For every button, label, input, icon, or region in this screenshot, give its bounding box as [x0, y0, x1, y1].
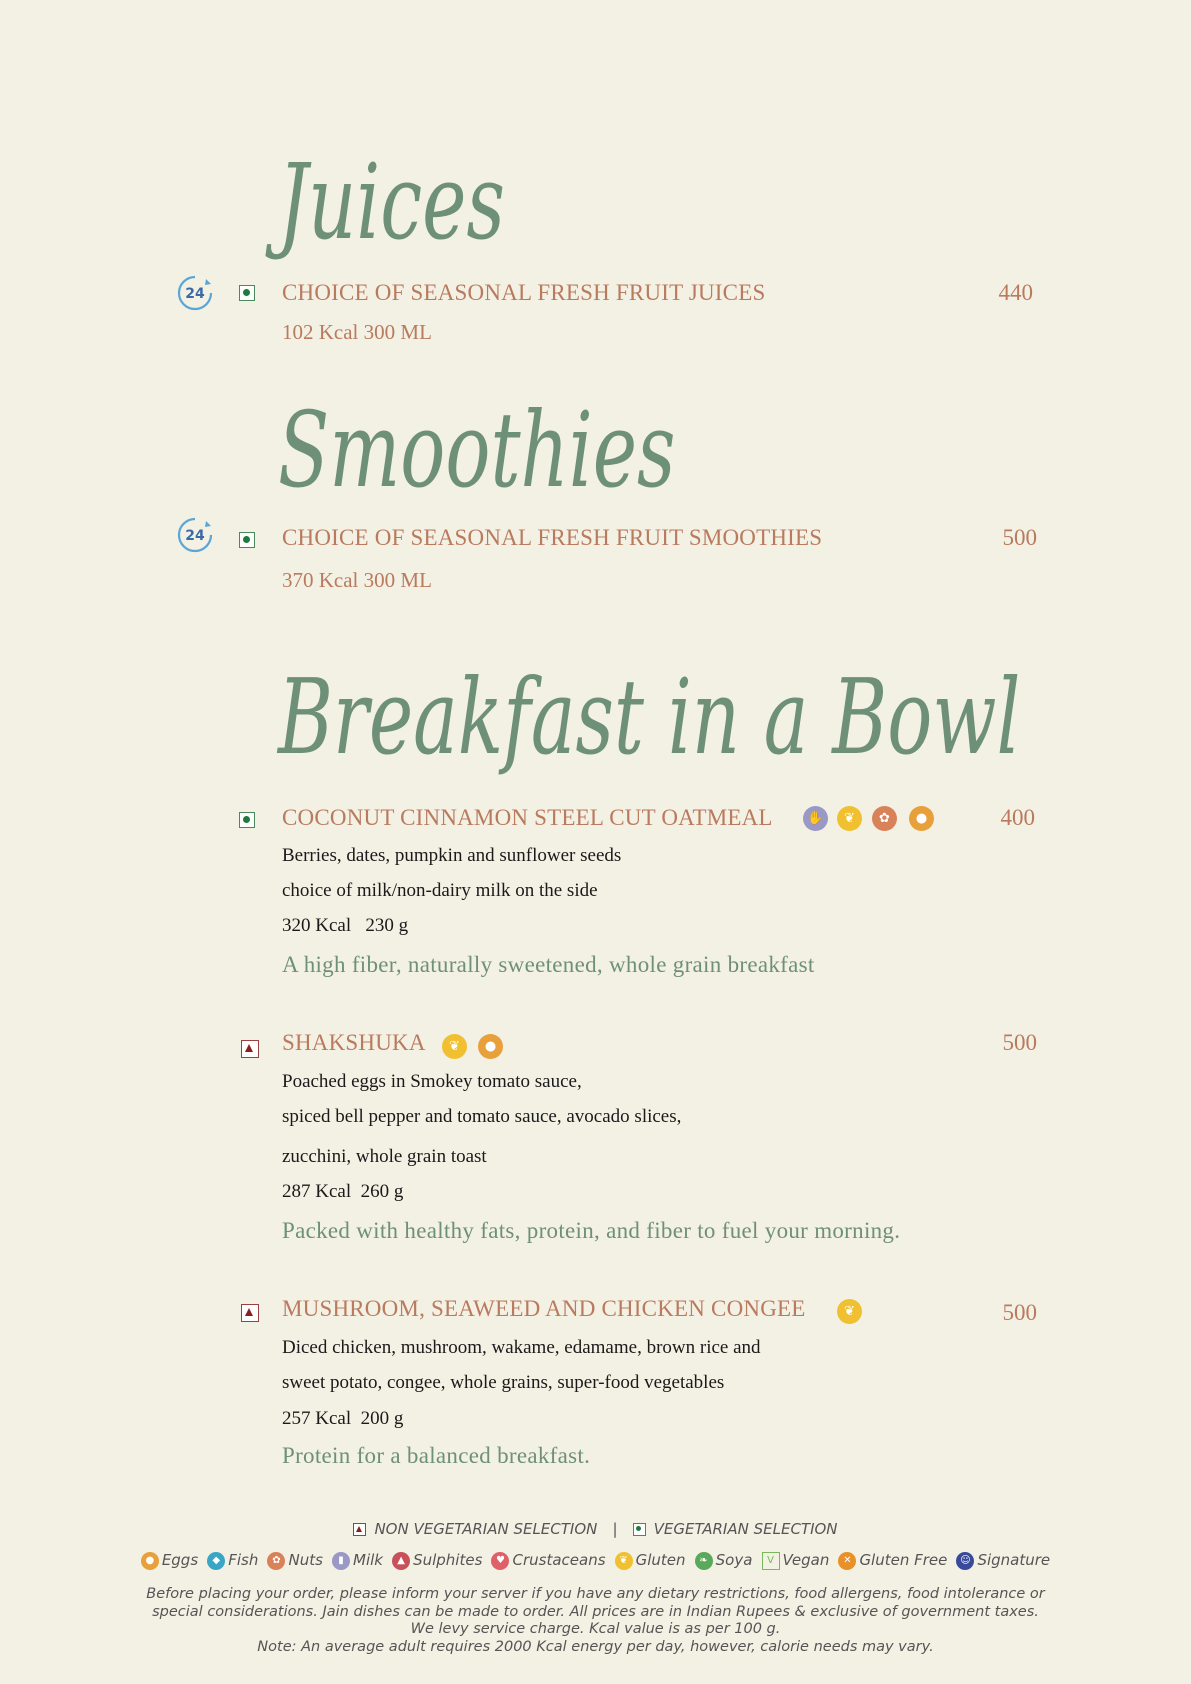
footer-line-3: We levy service charge. Kcal value is as per 100 g. [410, 1621, 781, 1637]
vegetarian-icon [239, 532, 255, 548]
item-tagline-congee: Protein for a balanced breakfast. [282, 1443, 591, 1468]
section-title-juices: Juices [278, 141, 505, 263]
legend-gluten [615, 1551, 686, 1570]
item-name-congee: MUSHROOM, SEAWEED AND CHICKEN CONGEE [282, 1296, 806, 1321]
item-desc-congee-2: sweet potato, congee, whole grains, super-food vegetables [282, 1372, 725, 1393]
vegetarian-icon [239, 285, 255, 301]
gluten-icon: ❦ [615, 1552, 633, 1570]
legend-crustaceans [491, 1551, 605, 1570]
legend-milk [332, 1551, 383, 1570]
24-hour-icon [176, 516, 214, 554]
legend-nuts-label: Nuts [288, 1551, 323, 1570]
nuts-icon: ✿ [267, 1552, 285, 1570]
nuts-icon: ✿ [872, 806, 897, 831]
legend-nonveg-label: NON VEGETARIAN SELECTION [374, 1519, 598, 1538]
legend-gluten-label: Gluten [635, 1551, 686, 1570]
allergen-legend [0, 1550, 1191, 1570]
item-tagline-oatmeal: A high fiber, naturally sweetened, whole grain breakfast [282, 952, 815, 977]
item-price-juices: 440 [998, 280, 1033, 305]
item-kcal-shakshuka: 287 Kcal 260 g [282, 1181, 404, 1202]
legend-vegan-label: Vegan [782, 1551, 830, 1570]
legend-fish [207, 1551, 258, 1570]
eggs-icon: ● [478, 1034, 503, 1059]
item-price-oatmeal: 400 [1000, 805, 1035, 830]
svg-text:24: 24 [185, 286, 205, 302]
legend-separator: | [612, 1519, 618, 1538]
item-desc-shakshuka-1: Poached eggs in Smokey tomato sauce, [282, 1071, 582, 1092]
non-vegetarian-icon [353, 1523, 366, 1536]
legend-veg-label: VEGETARIAN SELECTION [653, 1519, 838, 1538]
sulphites-icon: ▲ [392, 1552, 410, 1570]
item-price-smoothies: 500 [1002, 525, 1037, 550]
non-vegetarian-icon [241, 1040, 259, 1058]
legend-veg [633, 1520, 838, 1538]
item-desc-oatmeal-2: choice of milk/non-dairy milk on the side [282, 880, 598, 901]
item-price-congee: 500 [1002, 1300, 1037, 1325]
gluten-icon: ❦ [837, 806, 862, 831]
item-desc-shakshuka-3: zucchini, whole grain toast [282, 1146, 487, 1167]
legend-eggs [141, 1551, 198, 1570]
item-kcal-juices: 102 Kcal 300 ML [282, 320, 432, 344]
item-desc-shakshuka-2: spiced bell pepper and tomato sauce, avocado slices, [282, 1106, 682, 1127]
item-name-shakshuka: SHAKSHUKA [282, 1030, 426, 1055]
legend-gluten-free-label: Gluten Free [859, 1551, 948, 1570]
item-desc-oatmeal-1: Berries, dates, pumpkin and sunflower seeds [282, 845, 622, 866]
gluten-free-icon: ✕ [838, 1552, 856, 1570]
diet-legend [0, 1518, 1191, 1538]
footer-line-1: Before placing your order, please inform your server if you have any dietary restrictions, food allergens, food intolerance or [146, 1586, 1045, 1602]
item-name-oatmeal: COCONUT CINNAMON STEEL CUT OATMEAL [282, 805, 773, 830]
legend-sulphites [392, 1551, 482, 1570]
item-name-smoothies: CHOICE OF SEASONAL FRESH FRUIT SMOOTHIES [282, 525, 823, 550]
vegetarian-icon [633, 1523, 646, 1536]
legend-crustaceans-label: Crustaceans [512, 1551, 606, 1570]
legend-signature-label: Signature [977, 1551, 1051, 1570]
crustaceans-icon: ♥ [491, 1552, 509, 1570]
legend-eggs-label: Eggs [161, 1551, 199, 1570]
footer-line-2: special considerations. Jain dishes can be made to order. All prices are in Indian Rupees & exclusive of government taxes. [152, 1603, 1039, 1620]
legend-fish-label: Fish [228, 1551, 259, 1570]
signature-icon: ☺ [956, 1552, 974, 1570]
24-hour-icon [176, 274, 214, 312]
vegan-icon: V [762, 1552, 780, 1570]
milk-icon: ✋ [803, 806, 828, 831]
legend-gluten-free [838, 1551, 947, 1570]
item-kcal-smoothies: 370 Kcal 300 ML [282, 568, 432, 592]
legend-milk-label: Milk [353, 1551, 383, 1570]
section-title-breakfast: Breakfast in a Bowl [278, 656, 1021, 778]
item-name-juices: CHOICE OF SEASONAL FRESH FRUIT JUICES [282, 280, 766, 305]
footer-line-4: Note: An average adult requires 2000 Kcal energy per day, however, calorie needs may vary. [257, 1638, 934, 1655]
section-title-smoothies: Smoothies [278, 389, 676, 511]
milk-icon: ▮ [332, 1552, 350, 1570]
legend-soya-label: Soya [715, 1551, 753, 1570]
footer-disclaimer [0, 1586, 1191, 1656]
item-price-shakshuka: 500 [1002, 1030, 1037, 1055]
svg-text:24: 24 [185, 528, 205, 544]
soya-icon: ❧ [695, 1552, 713, 1570]
legend-nonveg [353, 1520, 597, 1538]
eggs-icon: ● [909, 806, 934, 831]
eggs-icon: ● [141, 1552, 159, 1570]
gluten-icon: ❦ [442, 1034, 467, 1059]
legend-vegan [762, 1551, 830, 1570]
gluten-icon: ❦ [837, 1299, 862, 1324]
item-tagline-shakshuka: Packed with healthy fats, protein, and fiber to fuel your morning. [282, 1218, 901, 1243]
legend-signature [956, 1551, 1050, 1570]
legend-sulphites-label: Sulphites [413, 1551, 483, 1570]
vegetarian-icon [239, 812, 255, 828]
item-desc-congee-1: Diced chicken, mushroom, wakame, edamame, brown rice and [282, 1337, 761, 1358]
legend-soya [695, 1551, 753, 1570]
item-kcal-congee: 257 Kcal 200 g [282, 1408, 404, 1429]
legend-nuts [267, 1551, 322, 1570]
non-vegetarian-icon [241, 1304, 259, 1322]
fish-icon: ◆ [207, 1552, 225, 1570]
item-kcal-oatmeal: 320 Kcal 230 g [282, 915, 409, 936]
